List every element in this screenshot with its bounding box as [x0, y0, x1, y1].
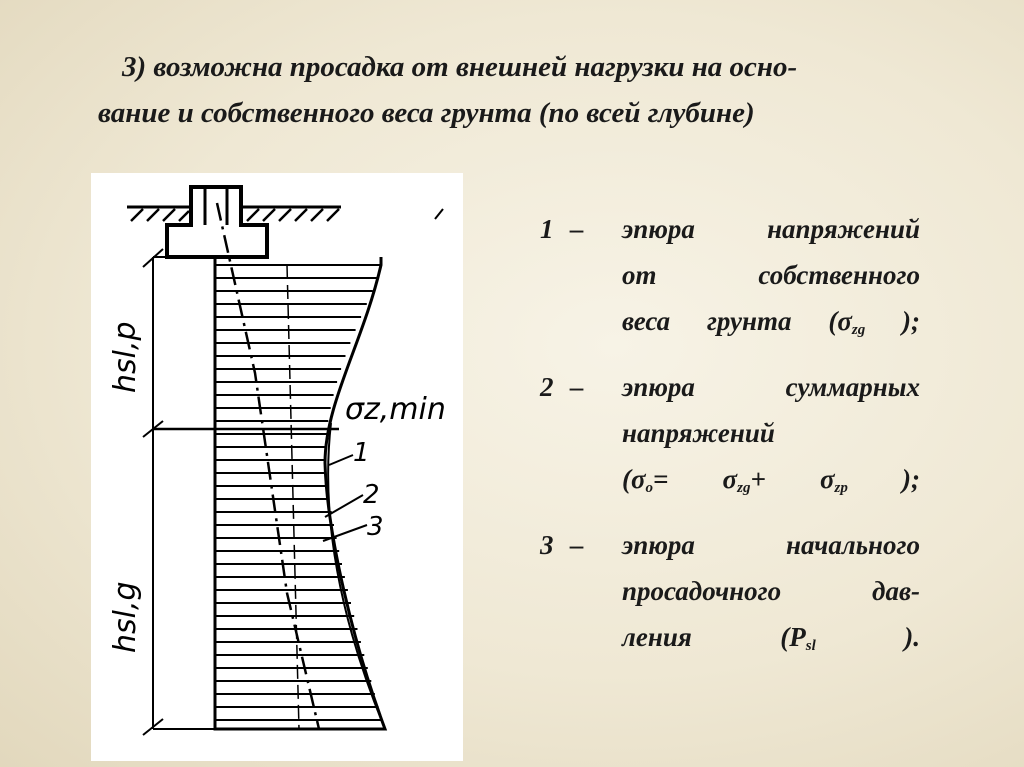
subsidence-diagram	[91, 173, 463, 761]
slide-heading	[98, 44, 958, 136]
legend-num-2: 2	[540, 372, 554, 402]
curve-3-label: 3	[367, 512, 384, 542]
h-sl-p-label: hsl,p	[108, 321, 143, 393]
ground-surface	[127, 207, 443, 221]
legend-dash-2: –	[570, 372, 584, 402]
legend-item-3	[540, 522, 920, 660]
curve-1-label: 1	[353, 438, 370, 468]
legend-2-line-1: эпюра суммарных	[622, 372, 920, 402]
legend-3-line-3: ления ($P_{sl}$ ).	[622, 622, 920, 654]
heading-line-1: 3) возможна просадка от внешней нагрузки на осно-	[122, 51, 798, 83]
legend-num-3: 3	[540, 530, 554, 560]
sigma-z-min-label: σz,min	[345, 392, 446, 427]
legend-3-line-1: эпюра начального	[622, 530, 920, 560]
legend	[540, 206, 920, 680]
foundation	[167, 187, 267, 257]
legend-dash-3: –	[570, 530, 584, 560]
dash-dot-line	[217, 203, 319, 729]
legend-num-1: 1	[540, 214, 554, 244]
legend-2-line-2: напряжений	[622, 418, 775, 448]
legend-dash-1: –	[570, 214, 584, 244]
legend-item-2	[540, 364, 920, 502]
legend-3-line-2: просадочного дав-	[622, 576, 920, 606]
heading-line-2: вание и собственного веса грунта (по всей глубине)	[98, 97, 755, 129]
dimension-lines	[143, 249, 215, 735]
legend-1-line-3: веса грунта ($\sigma_{zg}$ );	[622, 306, 920, 338]
h-sl-g-label: hsl,g	[108, 581, 143, 653]
legend-2-line-3: ($\sigma_o= \sigma_{zg}+ \sigma_{zp}$ );	[622, 464, 920, 496]
legend-1-line-2: от собственного	[622, 260, 920, 290]
curve-2-label: 2	[363, 480, 380, 510]
legend-item-1	[540, 206, 920, 344]
legend-1-line-1: эпюра напряжений	[622, 214, 920, 244]
inner-vertical	[287, 265, 299, 729]
